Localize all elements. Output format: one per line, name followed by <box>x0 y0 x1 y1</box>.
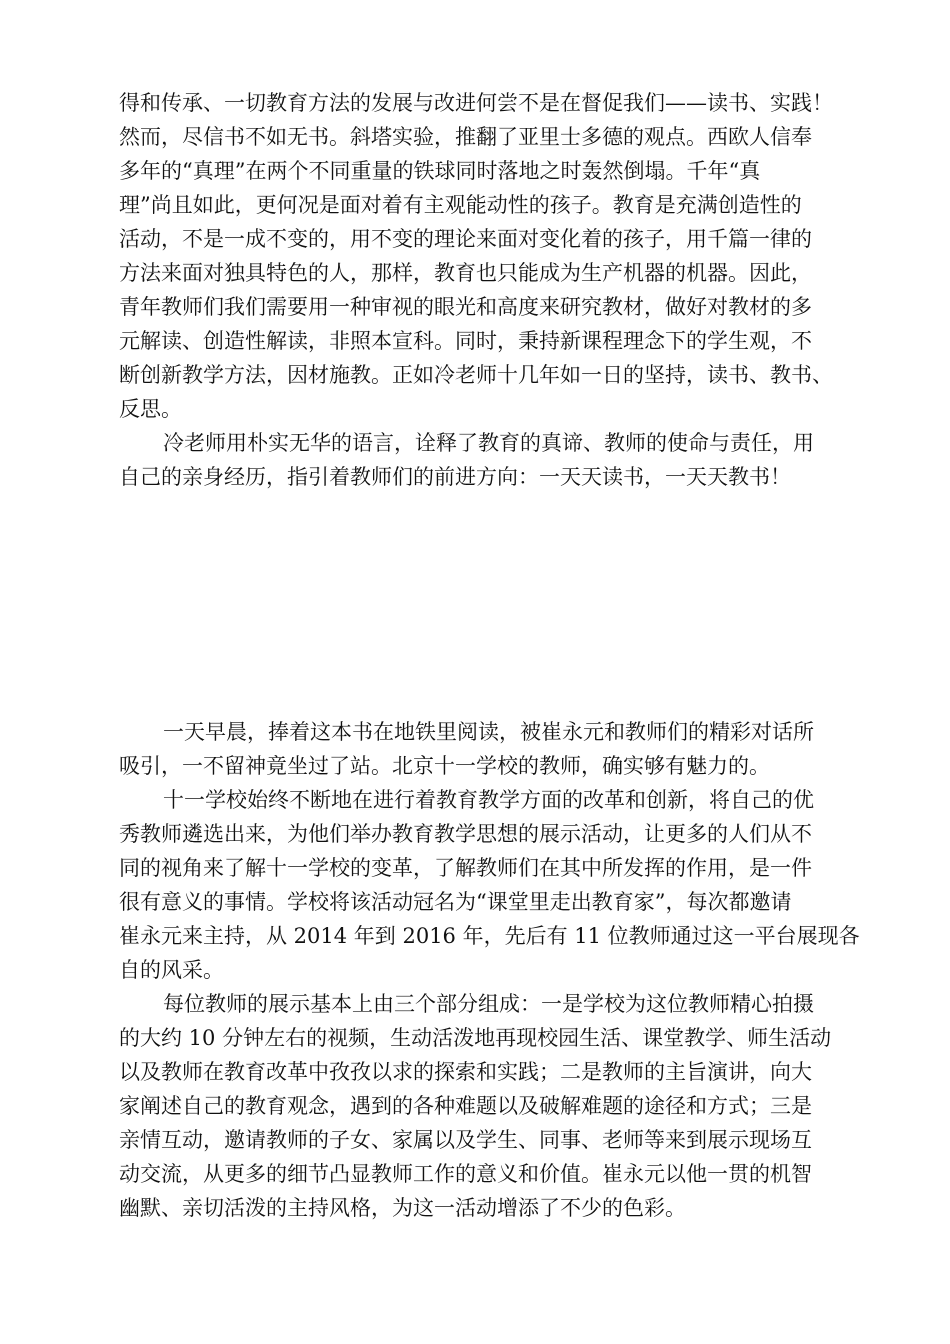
text-line: 方法来面对独具特色的人，那样，教育也只能成为生产机器的机器。因此， <box>119 261 812 285</box>
text-line: 的大约 10 分钟左右的视频，生动活泼地再现校园生活、课堂教学、师生活动 <box>119 1026 832 1050</box>
text-line: 崔永元来主持，从 2014 年到 2016 年，先后有 11 位教师通过这一平台展现各 <box>119 924 860 948</box>
text-line: 反思。 <box>119 397 182 421</box>
paragraph-start-line: 每位教师的展示基本上由三个部分组成：一是学校为这位教师精心拍摄 <box>163 992 814 1016</box>
text-line: 青年教师们我们需要用一种审视的眼光和高度来研究教材，做好对教材的多 <box>119 295 812 319</box>
text-section-classroom-educators <box>119 715 889 1225</box>
text-line: 幽默、亲切活泼的主持风格，为这一活动增添了不少的色彩。 <box>119 1196 686 1220</box>
text-line: 亲情互动，邀请教师的子女、家属以及学生、同事、老师等来到展示现场互 <box>119 1128 812 1152</box>
text-line: 得和传承、一切教育方法的发展与改进何尝不是在督促我们——读书、实践！ <box>119 91 833 115</box>
text-line: 然而，尽信书不如无书。斜塔实验，推翻了亚里士多德的观点。西欧人信奉 <box>119 125 812 149</box>
text-line: 同的视角来了解十一学校的变革，了解教师们在其中所发挥的作用，是一件 <box>119 856 812 880</box>
paragraph-start-line: 冷老师用朴实无华的语言，诠释了教育的真谛、教师的使命与责任，用 <box>163 431 814 455</box>
text-line: 自的风采。 <box>119 958 224 982</box>
text-section-reading-practice <box>119 86 889 494</box>
paragraph-start-line: 十一学校始终不断地在进行着教育教学方面的改革和创新，将自己的优 <box>163 788 814 812</box>
text-line: 活动，不是一成不变的，用不变的理论来面对变化着的孩子，用千篇一律的 <box>119 227 812 251</box>
text-line: 元解读、创造性解读，非照本宣科。同时，秉持新课程理念下的学生观，不 <box>119 329 812 353</box>
text-line: 吸引，一不留神竟坐过了站。北京十一学校的教师，确实够有魅力的。 <box>119 754 770 778</box>
text-line: 理”尚且如此，更何况是面对着有主观能动性的孩子。教育是充满创造性的 <box>119 193 802 217</box>
text-line: 家阐述自己的教育观念，遇到的各种难题以及破解难题的途径和方式；三是 <box>119 1094 812 1118</box>
paragraph-start-line: 一天早晨，捧着这本书在地铁里阅读，被崔永元和教师们的精彩对话所 <box>163 720 814 744</box>
text-line: 自己的亲身经历，指引着教师们的前进方向：一天天读书，一天天教书！ <box>119 465 791 489</box>
text-line: 动交流，从更多的细节凸显教师工作的意义和价值。崔永元以他一贯的机智 <box>119 1162 812 1186</box>
text-line: 很有意义的事情。学校将该活动冠名为“课堂里走出教育家”，每次都邀请 <box>119 890 792 914</box>
text-line: 断创新教学方法，因材施教。正如冷老师十几年如一日的坚持，读书、教书、 <box>119 363 833 387</box>
text-line: 以及教师在教育改革中孜孜以求的探索和实践；二是教师的主旨演讲，向大 <box>119 1060 812 1084</box>
text-line: 秀教师遴选出来，为他们举办教育教学思想的展示活动，让更多的人们从不 <box>119 822 812 846</box>
text-line: 多年的“真理”在两个不同重量的铁球同时落地之时轰然倒塌。千年“真 <box>119 159 761 183</box>
